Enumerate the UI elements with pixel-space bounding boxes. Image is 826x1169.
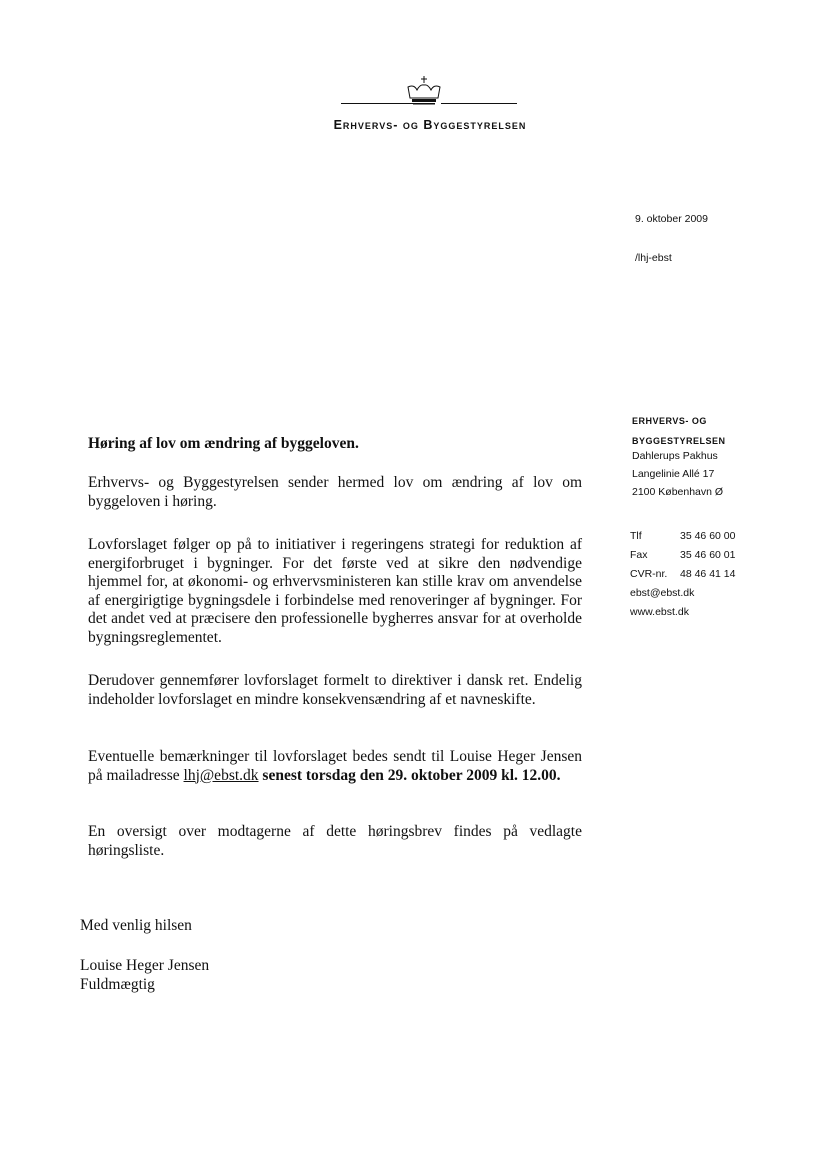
letterhead-rule-left [341, 103, 417, 104]
sender-contact [630, 527, 735, 622]
paragraph: Derudover gennemfører lovforslaget formelt to direktiver i dansk ret. Endelig indeholder lovforslaget en mindre konsekvensændring af et navneskifte. [88, 672, 582, 708]
contact-label: Fax [630, 549, 648, 561]
paragraph-deadline [88, 748, 582, 785]
deadline-text: senest torsdag den 29. oktober 2009 kl. 12.00. [262, 766, 561, 784]
sender-address [632, 447, 723, 501]
contact-row-phone [630, 527, 735, 546]
contact-label: CVR-nr. [630, 568, 668, 580]
contact-value: 35 46 60 01 [680, 549, 736, 561]
paragraph-text: Eventuelle bemærkninger til lovforslaget bedes sendt til Louise Heger Jensen på mailadresse [88, 748, 582, 784]
sender-name-line: ERHVERVS- OG [632, 416, 707, 426]
address-line: 2100 København Ø [632, 486, 724, 498]
closing: Med venlig hilsen [80, 917, 192, 934]
letter-subject: Høring af lov om ændring af byggeloven. [88, 435, 359, 452]
sender-name [632, 411, 726, 451]
contact-email: ebst@ebst.dk [630, 587, 695, 599]
paragraph: Erhvervs- og Byggestyrelsen sender hermed lov om ændring af lov om byggeloven i høring. [88, 474, 582, 510]
reference-code: /lhj-ebst [635, 252, 672, 264]
letter-date: 9. oktober 2009 [635, 213, 708, 225]
contact-value: 48 46 41 14 [680, 568, 736, 580]
contact-value: 35 46 60 00 [680, 530, 736, 542]
address-line: Dahlerups Pakhus [632, 450, 718, 462]
signer-name: Louise Heger Jensen [80, 957, 210, 974]
contact-row-cvr [630, 565, 735, 584]
paragraph: Lovforslaget følger op på to initiativer i regeringens strategi for reduktion af energiforbruget i bygninger. For det første ved at sikre den nødvendige hjemmel for, at økonomi- og erhvervsministeren kan stille krav om anvendelse af energirigtige bygningsdele i forbindelse med renoveringer af bygninger. For det andet ved at præcisere den professionelle bygherres ansvar for at overholde bygningsreglementet. [88, 536, 582, 646]
signer-title: Fuldmægtig [80, 976, 155, 993]
agency-name: Erhvervs- og Byggestyrelsen [333, 118, 527, 132]
contact-label: Tlf [630, 530, 642, 542]
letterhead-rule-right [441, 103, 517, 104]
contact-web: www.ebst.dk [630, 606, 689, 618]
paragraph: En oversigt over modtagerne af dette høringsbrev findes på vedlagte høringsliste. [88, 823, 582, 859]
contact-row-fax [630, 546, 735, 565]
sender-name-line: BYGGESTYRELSEN [632, 436, 726, 446]
address-line: Langelinie Allé 17 [632, 468, 715, 480]
email-link[interactable]: lhj@ebst.dk [183, 766, 259, 784]
signature-block [80, 956, 209, 994]
